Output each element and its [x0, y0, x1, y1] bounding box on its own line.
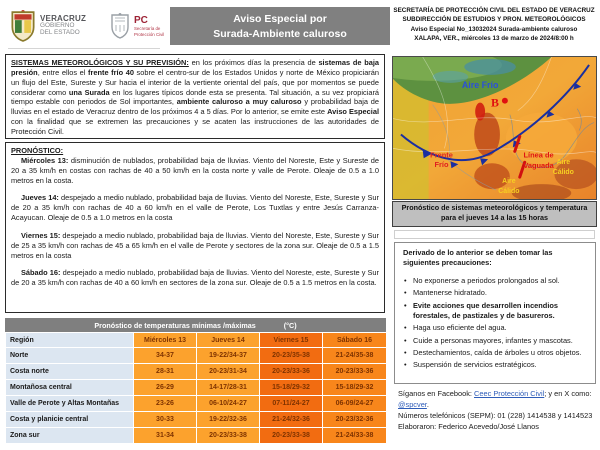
table-row — [6, 364, 387, 380]
temp-value: 14-17/28-31 — [197, 380, 260, 396]
precaution-item: • Cuide a personas mayores, infantes y mascotas. — [403, 336, 587, 346]
social-line — [398, 388, 594, 410]
forecast-day-label: Jueves 14: — [21, 193, 59, 203]
temp-value: 20-23/33-38 — [260, 428, 323, 444]
spacer-strip — [394, 230, 595, 239]
temp-value: 30-33 — [134, 412, 197, 428]
facebook-prefix: Síganos en Facebook: — [398, 389, 475, 398]
region-label: Montañosa central — [6, 380, 134, 396]
summary-heading: SISTEMAS METEOROLÓGICOS Y SU PREVISIÓN: — [11, 58, 189, 67]
map-label-aire-calido-right-1: Aire — [556, 159, 571, 167]
advisory-title-line1: Aviso Especial por — [233, 12, 327, 25]
map-label-aire-frio: Aire Frío — [461, 79, 499, 90]
pc-shield-icon — [110, 13, 130, 39]
map-label-low-pressure: B — [491, 95, 499, 110]
forecast-saturday — [11, 268, 379, 288]
map-label-frente: Frente — [430, 150, 453, 160]
summary-bold-frente-frio: frente frío 40 — [88, 67, 134, 77]
region-label: Zona sur — [6, 428, 134, 444]
issuer-line-secretaria: SECRETARÍA DE PROTECCIÓN CIVIL DEL ESTADO DE VERACRUZ — [393, 7, 595, 14]
summary-text: sobre el centro-sur de los Estados Unidos y norte de México propiciarán un flujo del Este, Sureste y Sur hacia el interior de la vertiente oriental del país, que por momentos se puede considerar como — [11, 67, 379, 97]
x-link[interactable]: @spcver — [398, 400, 427, 410]
column-header-sabado: Sábado 16 — [323, 333, 387, 348]
forecast-day-text: despejado a medio nublado, probabilidad baja de lluvias. Viento del Noreste, este, Sureste y Sur de 20 a 35 km/h con rachas de 40 a 60 km/h en sectores de la zona sur. Oleaje de 0.5 a 1.5 metros en la costa. — [11, 268, 379, 288]
header-logos — [10, 5, 168, 47]
column-header-miercoles: Miércoles 13 — [134, 333, 197, 348]
temp-value: 06-10/24-27 — [197, 396, 260, 412]
summary-bold-aviso: Aviso Especial — [327, 107, 379, 117]
x-prefix: y en X como: — [548, 389, 592, 398]
veracruz-logo — [10, 10, 110, 42]
forecast-thursday — [11, 193, 379, 223]
precautions-section — [394, 242, 596, 384]
precaution-item: • Haga uso eficiente del agua. — [403, 323, 587, 333]
column-header-region: Región — [6, 333, 134, 348]
temp-value: 21-24/32-36 — [260, 412, 323, 428]
temp-value: 20-23/32-36 — [323, 412, 387, 428]
map-label-frio: Frío — [434, 160, 449, 170]
pc-logo — [110, 13, 164, 39]
x-end: . — [426, 400, 429, 410]
temp-value: 20-23/31-34 — [197, 364, 260, 380]
summary-text: con la finalidad que se extremen las precauciones y se acaten las instrucciones de las autoridades de Protección Civil. — [11, 117, 379, 136]
temperature-table — [5, 318, 386, 444]
weather-map — [392, 56, 597, 200]
pc-logo-abbr: PC — [134, 15, 148, 27]
region-label: Costa norte — [6, 364, 134, 380]
pc-logo-sub1: Secretaría de — [134, 26, 161, 32]
veracruz-logo-name: VERACRUZ — [40, 14, 87, 24]
temp-value: 23-26 — [134, 396, 197, 412]
temp-value: 31-34 — [134, 428, 197, 444]
veracruz-logo-text — [40, 15, 86, 37]
precautions-list — [403, 276, 587, 371]
precaution-item-fire: • Evite acciones que desarrollen incendios forestales, de pastizales y de basureros. — [403, 301, 587, 322]
facebook-link[interactable]: Ceec Protección Civil — [474, 389, 545, 398]
temp-value: 19-22/32-36 — [197, 412, 260, 428]
summary-text: en los lugares típicos donde esta se presenta. Tal situación, a su vez propiciará tiempo estable con periodos de Sol importantes, — [11, 87, 380, 107]
table-row — [6, 396, 387, 412]
issuer-line-aviso-number: Aviso Especial No_13032024 Surada-ambiente caluroso — [410, 25, 578, 33]
summary-bold-caluroso: ambiente caluroso a muy caluroso — [176, 97, 302, 107]
temp-value: 28-31 — [134, 364, 197, 380]
summary-bold-baja-presion: sistemas de baja presión — [11, 58, 379, 77]
temp-value: 06-09/24-27 — [323, 396, 387, 412]
temp-value: 34-37 — [134, 348, 197, 364]
column-header-jueves: Jueves 14 — [197, 333, 260, 348]
precautions-heading: Derivado de lo anterior se deben tomar las siguientes precauciones: — [403, 248, 553, 267]
forecast-section — [5, 142, 385, 313]
veracruz-logo-line2: GOBIERNO — [40, 22, 75, 30]
header-divider — [8, 48, 160, 49]
table-row — [6, 348, 387, 364]
summary-bold-surada: una Surada — [68, 87, 110, 97]
table-title-text: Pronóstico de temperaturas mínimas /máximas — [94, 320, 256, 330]
temp-value: 15-18/29-32 — [323, 380, 387, 396]
map-label-aire-calido-bottom-1: Aire — [502, 178, 516, 186]
table-title-unit: (°C) — [283, 320, 297, 330]
precaution-item: • Mantenerse hidratado. — [403, 288, 587, 298]
pc-logo-sub2: Protección Civil — [134, 31, 165, 37]
precaution-item: • Destechamientos, caída de árboles u otros objetos. — [403, 348, 587, 358]
temp-value: 21-24/33-38 — [323, 428, 387, 444]
region-label: Costa y planicie central — [6, 412, 134, 428]
temp-value: 26-29 — [134, 380, 197, 396]
temp-value: 19-22/34-37 — [197, 348, 260, 364]
forecast-wednesday — [11, 156, 379, 186]
temp-value: 20-23/33-36 — [260, 364, 323, 380]
facebook-separator: ; — [544, 389, 549, 398]
temp-value: 20-23/35-38 — [260, 348, 323, 364]
temp-value: 07-11/24-27 — [260, 396, 323, 412]
veracruz-logo-line3: DEL ESTADO — [40, 29, 80, 37]
forecast-day-label: Viernes 15: — [21, 230, 61, 240]
temp-value: 20-23/33-36 — [323, 364, 387, 380]
advisory-title-line2: Surada-Ambiente caluroso — [213, 27, 347, 40]
precaution-item: • No exponerse a periodos prolongados al sol. — [403, 276, 587, 286]
map-label-vaguada-1: Línea de — [523, 150, 554, 160]
precaution-item: • Suspensión de servicios estratégicos. — [403, 360, 587, 370]
temp-value: 21-24/35-38 — [323, 348, 387, 364]
contact-footer — [398, 388, 594, 432]
table-row — [6, 412, 387, 428]
table-header-row — [6, 333, 387, 348]
map-label-aire-calido-bottom-2: Cálido — [498, 188, 520, 196]
authors-line: Elaboraron: Federico Acevedo/José Llanos — [398, 422, 539, 432]
phone-numbers: Números telefónicos (SEPM): 01 (228) 1414538 y 1414523 — [398, 411, 593, 421]
column-header-viernes: Viernes 15 — [260, 333, 323, 348]
temp-value: 15-18/29-32 — [260, 380, 323, 396]
summary-text: , entre ellos el — [37, 67, 89, 77]
forecast-day-text: disminución de nublados, probabilidad baja de lluvias. Viento del Noreste, Este y Sureste de 20 a 35 km/h en costas con rachas de 40 a 50 km/h en la costa norte y valle de Perote. Oleaje de 0.5 a 1.0 metros en la costa. — [11, 155, 379, 185]
table-row — [6, 380, 387, 396]
region-label: Norte — [6, 348, 134, 364]
weather-systems-summary — [5, 54, 385, 139]
advisory-title-banner — [170, 7, 390, 45]
temp-value: 20-23/33-38 — [197, 428, 260, 444]
issuer-line-subdireccion: SUBDIRECCIÓN DE ESTUDIOS Y PRON. METEOROLÓGICOS — [402, 16, 586, 24]
map-caption: Pronóstico de sistemas meteorológicos y temperatura para el jueves 14 a las 15 horas — [392, 201, 597, 227]
forecast-heading: PRONÓSTICO: — [11, 146, 64, 155]
table-row — [6, 428, 387, 444]
issuer-line-date: XALAPA, VER., miércoles 13 de marzo de 2024/8:00 h — [414, 35, 574, 43]
forecast-day-label: Miércoles 13: — [21, 155, 69, 165]
veracruz-shield-icon — [10, 10, 36, 42]
map-label-aire-calido-right-2: Cálido — [552, 169, 574, 177]
forecast-day-label: Sábado 16: — [21, 268, 61, 278]
weather-map-image — [393, 57, 596, 199]
forecast-friday — [11, 231, 379, 261]
forecast-day-text: despejado a medio nublado, probabilidad baja de lluvias. Viento del Noreste, Este, Sureste y Sur de 20 a 35 km/h con rachas de 40 a 60 km/h en el valle de Perote, Los Tuxtlas y entre Jesús Carranza-Acayucan. Oleaje de 0.5 a 1.0 metros en la costa — [11, 193, 379, 223]
pc-logo-text — [134, 15, 164, 37]
region-label: Valle de Perote y Altas Montañas — [6, 396, 134, 412]
temperature-table-title — [5, 318, 386, 332]
summary-text: en los próximos días la presencia de — [188, 58, 319, 67]
summary-text: y probabilidad baja de lluvias en el estado de Veracruz dentro de los próximos 4 a 5 días. Por lo anterior, se emite este — [11, 97, 380, 117]
map-label-vaguada-2: Vaguada — [523, 161, 554, 171]
forecast-day-text: despejado a medio nublado, probabilidad baja de lluvias. Viento del Noreste, Este, Sureste y Sur de 25 a 35 km/h con rachas de 45 a 65 km/h en el valle de Perote y sectores de la zona sur. Oleaje de 0.5 a 1.5 metros en la costa — [11, 230, 379, 260]
issuer-block — [391, 6, 597, 44]
